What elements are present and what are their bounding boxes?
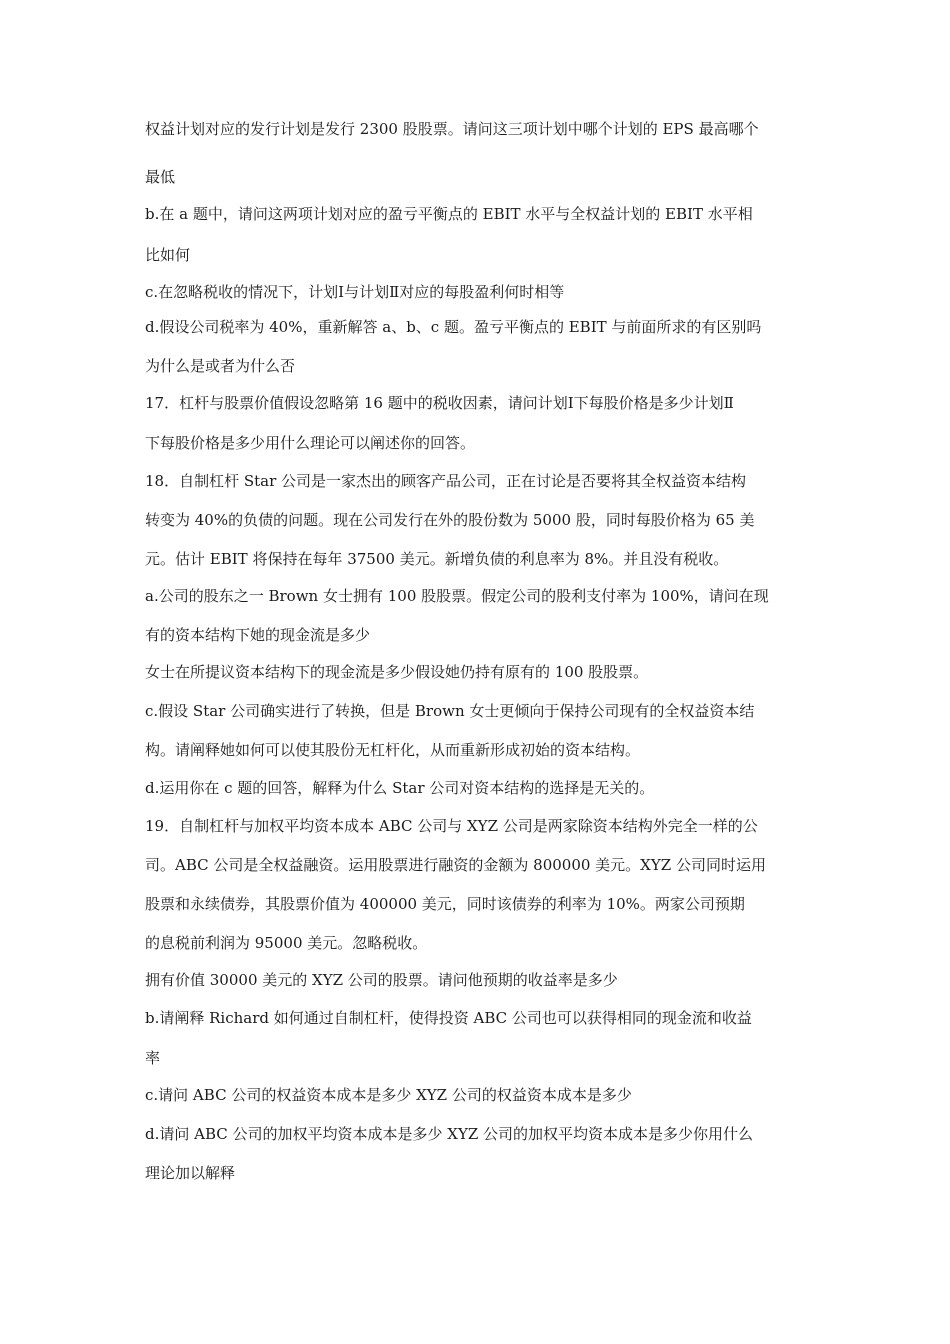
text-line: 比如何 — [145, 246, 191, 264]
text-line: 股票和永续债券，其股票价值为 400000 美元，同时该债券的利率为 10%。两家公司预期 — [145, 895, 745, 913]
text-line: d.假设公司税率为 40%，重新解答 a、b、c 题。盈亏平衡点的 EBIT 与前面所求的有区别吗 — [145, 318, 762, 336]
text-line: 拥有价值 30000 美元的 XYZ 公司的股票。请问他预期的收益率是多少 — [145, 971, 618, 989]
text-line: 转变为 40%的负债的问题。现在公司发行在外的股份数为 5000 股，同时每股价格为 65 美 — [145, 511, 755, 529]
text-line: 19．自制杠杆与加权平均资本成本 ABC 公司与 XYZ 公司是两家除资本结构外完全一样的公 — [145, 817, 758, 835]
text-line: 构。请阐释她如何可以使其股份无杠杆化，从而重新形成初始的资本结构。 — [145, 741, 641, 759]
text-line: c.在忽略税收的情况下，计划Ⅰ与计划Ⅱ对应的每股盈利何时相等 — [145, 283, 565, 301]
text-line: 最低 — [145, 168, 176, 186]
text-line: 元。估计 EBIT 将保持在每年 37500 美元。新增负债的利息率为 8%。并且没有税收。 — [145, 550, 729, 568]
text-line: d.运用你在 c 题的回答，解释为什么 Star 公司对资本结构的选择是无关的。 — [145, 779, 655, 797]
text-line: 17．杠杆与股票价值假设忽略第 16 题中的税收因素，请问计划Ⅰ下每股价格是多少计划Ⅱ — [145, 394, 734, 412]
text-line: 女士在所提议资本结构下的现金流是多少假设她仍持有原有的 100 股股票。 — [145, 663, 649, 681]
text-line: b.在 a 题中，请问这两项计划对应的盈亏平衡点的 EBIT 水平与全权益计划的 EBIT 水平相 — [145, 205, 753, 223]
text-line: 理论加以解释 — [145, 1164, 236, 1182]
text-line: 权益计划对应的发行计划是发行 2300 股股票。请问这三项计划中哪个计划的 EPS 最高哪个 — [145, 120, 759, 138]
text-line: a.公司的股东之一 Brown 女士拥有 100 股股票。假定公司的股利支付率为 100%，请问在现 — [145, 587, 769, 605]
text-line: 有的资本结构下她的现金流是多少 — [145, 626, 371, 644]
text-line: 的息税前利润为 95000 美元。忽略税收。 — [145, 934, 428, 952]
text-line: b.请阐释 Richard 如何通过自制杠杆，使得投资 ABC 公司也可以获得相同的现金流和收益 — [145, 1009, 752, 1027]
text-line: 司。ABC 公司是全权益融资。运用股票进行融资的金额为 800000 美元。XYZ 公司同时运用 — [145, 856, 766, 874]
text-line: 下每股价格是多少用什么理论可以阐述你的回答。 — [145, 434, 476, 452]
text-line: 为什么是或者为什么否 — [145, 357, 296, 375]
text-line: 18．自制杠杆 Star 公司是一家杰出的顾客产品公司，正在讨论是否要将其全权益资本结构 — [145, 472, 747, 490]
text-line: 率 — [145, 1049, 161, 1067]
text-line: c.请问 ABC 公司的权益资本成本是多少 XYZ 公司的权益资本成本是多少 — [145, 1086, 632, 1104]
text-line: d.请问 ABC 公司的加权平均资本成本是多少 XYZ 公司的加权平均资本成本是多少你用什么 — [145, 1125, 754, 1143]
text-line: c.假设 Star 公司确实进行了转换，但是 Brown 女士更倾向于保持公司现有的全权益资本结 — [145, 702, 755, 720]
